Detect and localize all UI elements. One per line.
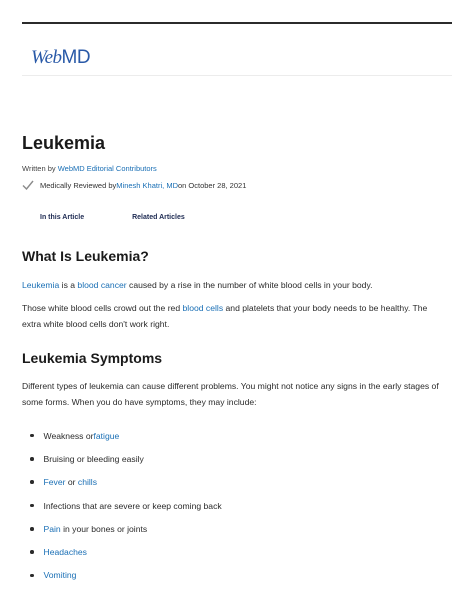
related-articles-link[interactable]: Related Articles (132, 214, 185, 221)
medical-review-line (22, 180, 246, 190)
byline-prefix: Written by (22, 164, 58, 173)
leukemia-link[interactable]: Leukemia (22, 280, 60, 290)
vomiting-link[interactable]: Vomiting (43, 570, 77, 581)
in-this-article-link[interactable]: In this Article (40, 214, 85, 221)
section-heading-what-is: What Is Leukemia? (22, 248, 149, 264)
header-divider (22, 75, 452, 76)
bullet-icon (30, 504, 34, 508)
author-byline (22, 164, 157, 173)
headaches-link[interactable]: Headaches (43, 547, 87, 558)
check-icon (22, 180, 34, 190)
bullet-icon (30, 550, 34, 554)
paragraph-definition: Leukemia is a blood cancer caused by a rise in the number of white blood cells in your body. (22, 280, 373, 290)
bullet-icon (30, 457, 34, 461)
article-nav (40, 214, 185, 221)
section-heading-symptoms: Leukemia Symptoms (22, 350, 163, 366)
fatigue-link[interactable]: fatigue (93, 430, 120, 441)
webmd-logo[interactable] (31, 47, 90, 69)
bullet-icon (30, 527, 34, 531)
paragraph-symptoms-intro: Different types of leukemia can cause different problems. You might not notice any signs in the early stages of some forms. When you do have symptoms, they may include: (22, 381, 439, 407)
bullet-icon (30, 434, 34, 438)
pain-link[interactable]: Pain (43, 523, 61, 534)
author-link[interactable]: WebMD Editorial Contributors (57, 164, 157, 173)
list-item: Infections that are severe or keep coming back (30, 494, 222, 517)
page-title: Leukemia (22, 133, 106, 153)
list-item: Bruising or bleeding easily (30, 447, 222, 470)
list-item (30, 564, 222, 587)
fever-link[interactable]: Fever (43, 477, 66, 488)
reviewed-date: on October 28, 2021 (177, 180, 247, 190)
list-item: Pain in your bones or joints (30, 517, 222, 540)
bullet-icon (30, 480, 34, 484)
blood-cells-link[interactable]: blood cells (182, 303, 224, 313)
symptoms-list (30, 424, 222, 587)
logo-md-text: MD (61, 47, 91, 68)
reviewed-prefix: Medically Reviewed by (40, 180, 117, 190)
blood-cancer-link[interactable]: blood cancer (77, 280, 127, 290)
logo-web-text: Web (31, 47, 62, 68)
top-divider (22, 22, 452, 24)
list-item: Weakness or fatigue (30, 424, 222, 447)
reviewer-link[interactable]: Minesh Khatri, MD (116, 180, 178, 190)
bullet-icon (30, 574, 34, 578)
chills-link[interactable]: chills (77, 477, 97, 488)
list-item: Fever or chills (30, 471, 222, 494)
list-item (30, 540, 222, 563)
paragraph-white-cells: Those white blood cells crowd out the red blood cells and platelets that your body needs to be healthy. The extra white blood cells don't work right. (22, 303, 428, 329)
